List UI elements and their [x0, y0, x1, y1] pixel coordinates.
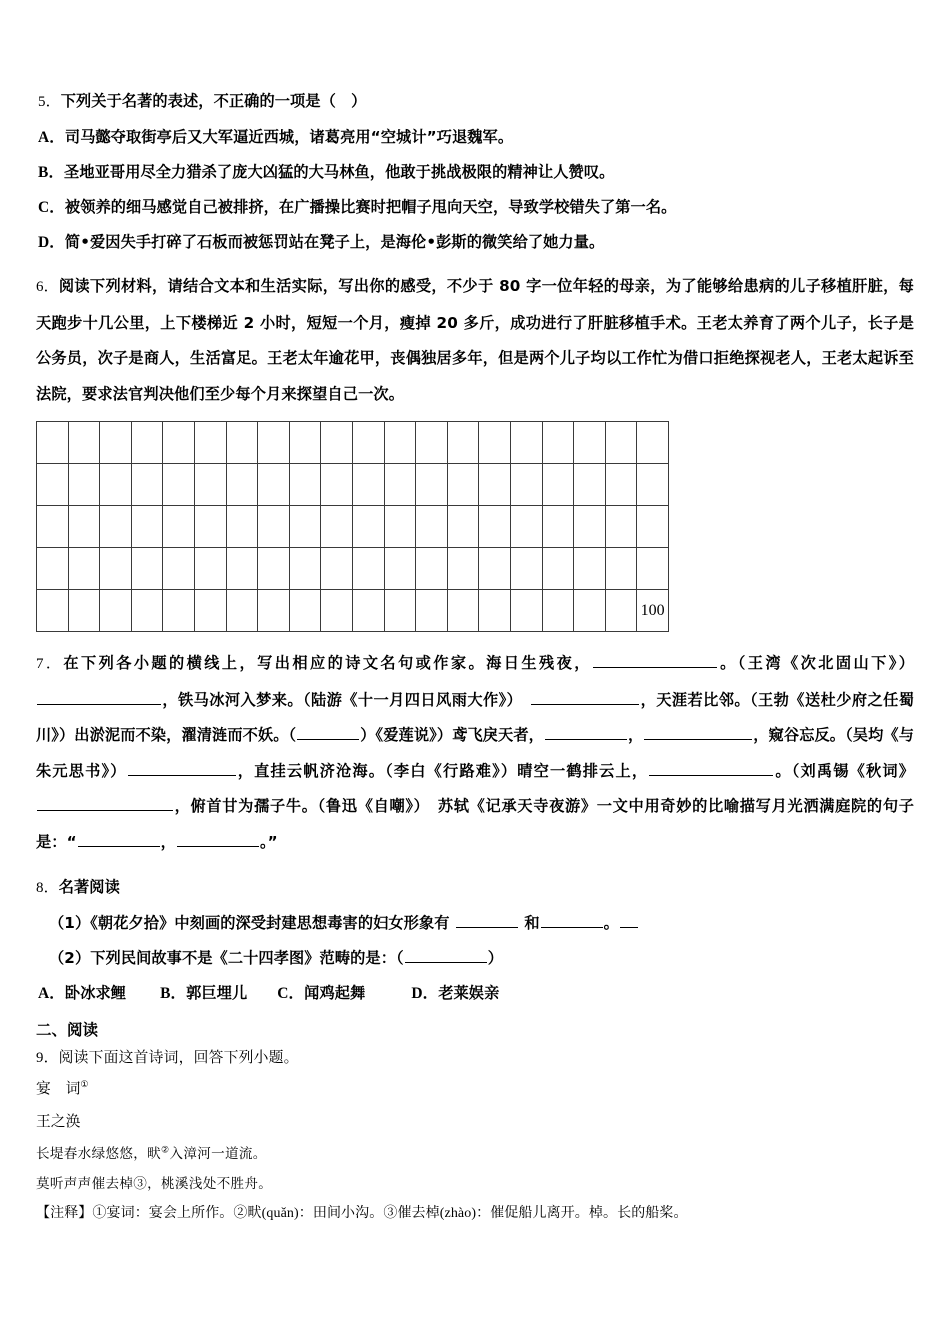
- grid-cell[interactable]: [289, 590, 321, 632]
- grid-cell[interactable]: [637, 548, 669, 590]
- grid-cell[interactable]: [163, 464, 195, 506]
- fill-blank[interactable]: [541, 914, 603, 928]
- option-letter: C．: [38, 199, 65, 216]
- grid-cell[interactable]: [447, 464, 479, 506]
- question-6: [36, 269, 914, 632]
- fill-blank[interactable]: [128, 762, 236, 776]
- option-text: 简•爱因失手打碎了石板而被惩罚站在凳子上，是海伦•彭斯的微笑给了她力量。: [64, 233, 605, 251]
- option-letter: C．: [277, 985, 305, 1002]
- fill-blank[interactable]: [37, 797, 173, 811]
- grid-cell[interactable]: [258, 464, 290, 506]
- grid-cell[interactable]: [68, 548, 100, 590]
- grid-cell[interactable]: [510, 422, 542, 464]
- grid-cell[interactable]: [100, 506, 132, 548]
- question-8-option-b[interactable]: [160, 984, 247, 1002]
- grid-cell[interactable]: [542, 548, 574, 590]
- grid-cell[interactable]: [226, 548, 258, 590]
- section-2-heading: 二、阅读: [36, 1022, 99, 1039]
- question-5-stem: [38, 84, 914, 120]
- question-8-sub-1-suffix: 。: [603, 914, 619, 932]
- grid-cell[interactable]: [542, 506, 574, 548]
- fill-blank[interactable]: [456, 914, 518, 928]
- grid-cell[interactable]: [384, 548, 416, 590]
- grid-cell[interactable]: [194, 506, 226, 548]
- question-9-number: 9．: [36, 1050, 59, 1066]
- grid-cell[interactable]: [574, 506, 606, 548]
- question-8-title-line: [36, 870, 914, 906]
- question-8-sub-2: [49, 941, 914, 976]
- grid-cell[interactable]: [68, 422, 100, 464]
- grid-cell[interactable]: [479, 506, 511, 548]
- fill-blank[interactable]: [545, 726, 627, 740]
- grid-cell[interactable]: [131, 506, 163, 548]
- question-7-text-fragment: 在下列各小题的横线上，写出相应的诗文名句或作家。海日生残夜，: [63, 654, 592, 672]
- question-6-body: 阅读下列材料，请结合文本和生活实际，写出你的感受，不少于 80 字一位年轻的母亲，为了能够给患病的儿子移植肝脏，每天跑步十几公里，上下楼梯近 2 小时，短短一个月，瘦掉 20 多斤，成功进行了肝脏移植手术。王老太养育了两个儿子，长子是公务员，次子是商人，生活富足。王老太年逾花甲，丧偶独居多年，但是两个儿子均以工作忙为借口拒绝探视老人，王老太起诉至法院，要求法官判决他们至少每个月来探望自己一次。: [36, 277, 914, 403]
- fill-blank[interactable]: [620, 914, 638, 928]
- option-text: 卧冰求鲤: [64, 984, 127, 1002]
- fill-blank[interactable]: [405, 949, 487, 963]
- question-6-number: 6．: [36, 279, 59, 295]
- option-text: 司马懿夺取街亭后又大军逼近西城，诸葛亮用“空城计”巧退魏军。: [64, 128, 514, 146]
- option-text: 闻鸡起舞: [304, 984, 366, 1002]
- grid-cell[interactable]: [574, 590, 606, 632]
- option-text: 老莱娱亲: [438, 984, 500, 1002]
- grid-cell[interactable]: [163, 548, 195, 590]
- grid-cell[interactable]: [37, 506, 69, 548]
- poem-line-1: [36, 1139, 914, 1169]
- grid-cell[interactable]: [37, 590, 69, 632]
- grid-cell[interactable]: [163, 506, 195, 548]
- grid-cell[interactable]: [289, 422, 321, 464]
- question-8-sub-1-mid: 和: [524, 914, 540, 932]
- question-9-stem: [36, 1043, 914, 1073]
- grid-cell[interactable]: [416, 590, 448, 632]
- question-8-option-a[interactable]: [38, 984, 126, 1002]
- grid-cell[interactable]: [100, 590, 132, 632]
- grid-cell[interactable]: [131, 548, 163, 590]
- footnote-1: ①宴词：宴会上所作。: [92, 1206, 234, 1221]
- grid-cell[interactable]: [226, 422, 258, 464]
- grid-word-count-label: 100: [637, 590, 669, 632]
- option-text: 圣地亚哥用尽全力猎杀了庞大凶猛的大马林鱼，他敢于挑战极限的精神让人赞叹。: [64, 163, 615, 181]
- footnote-marker-1: ①: [80, 1079, 89, 1090]
- grid-cell[interactable]: [384, 464, 416, 506]
- question-9-stem-text: 阅读下面这首诗词，回答下列小题。: [58, 1050, 299, 1066]
- grid-cell[interactable]: [163, 422, 195, 464]
- grid-cell[interactable]: [258, 506, 290, 548]
- grid-cell[interactable]: [352, 590, 384, 632]
- grid-cell[interactable]: [637, 422, 669, 464]
- grid-cell[interactable]: [289, 506, 321, 548]
- grid-row: [37, 464, 669, 506]
- grid-cell[interactable]: [352, 548, 384, 590]
- grid-cell[interactable]: [605, 422, 637, 464]
- grid-cell[interactable]: [384, 506, 416, 548]
- grid-cell[interactable]: [416, 506, 448, 548]
- question-6-text: [36, 269, 914, 412]
- option-letter: A．: [38, 985, 65, 1002]
- question-7: [36, 646, 914, 860]
- question-5-option-a[interactable]: [38, 120, 914, 155]
- grid-cell[interactable]: [289, 548, 321, 590]
- grid-cell[interactable]: [510, 464, 542, 506]
- footnote-3: ③催去棹(zhào)：催促船儿离开。棹。长的船桨。: [383, 1206, 688, 1221]
- grid-cell[interactable]: [321, 422, 353, 464]
- grid-cell[interactable]: [605, 464, 637, 506]
- grid-cell[interactable]: [321, 548, 353, 590]
- grid-cell[interactable]: [447, 506, 479, 548]
- grid-cell[interactable]: [542, 590, 574, 632]
- grid-cell[interactable]: [100, 422, 132, 464]
- poem-author: 王之涣: [36, 1114, 81, 1130]
- question-7-text-fragment: ，: [627, 726, 644, 744]
- grid-cell[interactable]: [226, 464, 258, 506]
- grid-cell[interactable]: [258, 590, 290, 632]
- footnote-marker-2: ②: [161, 1144, 170, 1155]
- grid-row: [37, 590, 669, 632]
- question-8-option-c[interactable]: [277, 984, 365, 1002]
- question-7-body: [36, 654, 914, 851]
- grid-cell[interactable]: [447, 590, 479, 632]
- grid-cell[interactable]: [479, 590, 511, 632]
- footnotes-line: [36, 1199, 914, 1229]
- grid-cell[interactable]: [384, 422, 416, 464]
- fill-blank[interactable]: [78, 833, 160, 847]
- footnotes-label: 【注释】: [36, 1206, 93, 1221]
- poem-line-2-a: 莫听声声催去棹③，桃溪浅处不胜舟。: [36, 1176, 273, 1191]
- question-8: [36, 870, 914, 1011]
- fill-blank[interactable]: [37, 691, 161, 705]
- question-5-stem-text: 下列关于名著的表述，不正确的一项是（ ）: [60, 92, 367, 110]
- question-5-option-c[interactable]: [38, 190, 914, 225]
- grid-cell[interactable]: [226, 590, 258, 632]
- grid-cell[interactable]: [352, 464, 384, 506]
- footnote-2: ②畎(quǎn)：田间小沟。: [233, 1206, 384, 1221]
- option-letter: B．: [38, 164, 65, 181]
- question-7-text-fragment: ，天涯若比邻。（王勃《送杜少府之任蜀川》）出淤泥而不染，濯清涟而不妖。（: [36, 690, 914, 744]
- grid-cell[interactable]: [416, 548, 448, 590]
- grid-cell[interactable]: [574, 422, 606, 464]
- grid-cell[interactable]: [321, 506, 353, 548]
- grid-cell[interactable]: [194, 422, 226, 464]
- option-letter: A．: [38, 129, 65, 146]
- grid-cell[interactable]: [384, 590, 416, 632]
- grid-cell[interactable]: [416, 464, 448, 506]
- fill-blank[interactable]: [177, 833, 259, 847]
- grid-cell[interactable]: [289, 464, 321, 506]
- writing-answer-grid[interactable]: [36, 421, 669, 632]
- grid-cell[interactable]: [605, 590, 637, 632]
- grid-cell[interactable]: [542, 464, 574, 506]
- question-7-text-fragment: 。”: [259, 832, 278, 851]
- question-8-sub-2-end: ）: [487, 949, 503, 967]
- question-8-options-row: [38, 976, 914, 1011]
- poem-line-1-b: 入漳河一道流。: [169, 1146, 267, 1161]
- grid-cell[interactable]: [605, 506, 637, 548]
- option-letter: D．: [411, 985, 439, 1002]
- fill-blank[interactable]: [649, 762, 773, 776]
- question-7-text-fragment: ，窥谷忘反。（吴均《与朱元思书》）: [36, 726, 914, 780]
- question-5-number: 5．: [38, 94, 61, 110]
- grid-cell[interactable]: [100, 548, 132, 590]
- question-5-option-d[interactable]: [38, 225, 914, 260]
- grid-cell[interactable]: [574, 548, 606, 590]
- grid-cell[interactable]: [37, 464, 69, 506]
- grid-cell[interactable]: [479, 464, 511, 506]
- poem-line-1-a: 长堤春水绿悠悠，畎: [36, 1146, 162, 1161]
- question-5-option-b[interactable]: [38, 155, 914, 190]
- option-text: 被领养的细马感觉自己被排挤，在广播操比赛时把帽子甩向天空，导致学校错失了第一名。: [64, 198, 677, 216]
- grid-cell[interactable]: [479, 548, 511, 590]
- fill-blank[interactable]: [593, 654, 717, 668]
- question-8-option-d[interactable]: [411, 984, 499, 1002]
- question-7-number: 7．: [36, 656, 64, 672]
- grid-cell[interactable]: [605, 548, 637, 590]
- grid-cell[interactable]: [68, 506, 100, 548]
- grid-cell[interactable]: [352, 506, 384, 548]
- grid-cell[interactable]: [574, 464, 606, 506]
- grid-cell[interactable]: [447, 548, 479, 590]
- fill-blank[interactable]: [531, 691, 639, 705]
- poem-title-text: 宴 词: [36, 1081, 81, 1097]
- option-letter: D．: [38, 234, 65, 251]
- grid-cell[interactable]: [163, 590, 195, 632]
- grid-cell[interactable]: [479, 422, 511, 464]
- grid-cell[interactable]: [131, 422, 163, 464]
- grid-cell[interactable]: [352, 422, 384, 464]
- grid-cell[interactable]: [68, 464, 100, 506]
- question-5: [36, 84, 914, 260]
- grid-cell[interactable]: [510, 506, 542, 548]
- poem-line-2: [36, 1169, 914, 1199]
- grid-cell[interactable]: [37, 548, 69, 590]
- grid-cell[interactable]: [637, 506, 669, 548]
- question-7-text-fragment: ，俯首甘为孺子牛。（鲁迅《自嘲》） 苏轼《记承天寺夜游》一文中用奇妙的比喻描写月光洒满庭院的句子是：“: [36, 797, 914, 851]
- question-8-sub-1: [49, 906, 914, 941]
- question-7-text-fragment: ，铁马冰河入梦来。（陆游《十一月四日风雨大作》）: [162, 690, 515, 709]
- grid-cell[interactable]: [194, 548, 226, 590]
- grid-cell[interactable]: [510, 590, 542, 632]
- question-8-number: 8．: [36, 880, 59, 896]
- question-7-text-fragment: ，直挂云帆济沧海。（李白《行路难》）晴空一鹤排云上，: [236, 761, 649, 780]
- grid-cell[interactable]: [226, 506, 258, 548]
- fill-blank[interactable]: [644, 726, 752, 740]
- section-2: [36, 1019, 914, 1229]
- grid-row: [37, 422, 669, 464]
- question-8-sub-2-text: （2）下列民间故事不是《二十四孝图》范畴的是：（: [49, 949, 404, 967]
- grid-row: [37, 506, 669, 548]
- grid-row: [37, 548, 669, 590]
- question-8-sub-1-prefix: （1）《朝花夕拾》中刻画的深受封建思想毒害的妇女形象有: [49, 914, 450, 932]
- grid-cell[interactable]: [542, 422, 574, 464]
- poem-title: [36, 1073, 914, 1106]
- answer-grid-wrapper: [36, 421, 914, 632]
- option-text: 郭巨埋儿: [186, 984, 248, 1002]
- grid-cell[interactable]: [194, 590, 226, 632]
- option-letter: B．: [160, 985, 187, 1002]
- grid-cell[interactable]: [447, 422, 479, 464]
- question-8-title: 名著阅读: [58, 878, 120, 896]
- question-7-text-fragment: ，: [160, 832, 176, 851]
- grid-cell[interactable]: [321, 590, 353, 632]
- question-7-text-fragment: ）《爱莲说》）鸢飞戾天者，: [360, 726, 544, 744]
- question-7-text-fragment: 。（王湾《次北固山下》）: [717, 654, 915, 672]
- grid-cell[interactable]: [37, 422, 69, 464]
- grid-cell[interactable]: [258, 548, 290, 590]
- grid-cell[interactable]: [416, 422, 448, 464]
- grid-cell[interactable]: [131, 464, 163, 506]
- grid-cell[interactable]: [131, 590, 163, 632]
- question-7-text-fragment: [515, 691, 531, 709]
- grid-cell[interactable]: [321, 464, 353, 506]
- grid-cell[interactable]: [68, 590, 100, 632]
- fill-blank[interactable]: [297, 726, 359, 740]
- grid-cell[interactable]: [258, 422, 290, 464]
- grid-cell[interactable]: [510, 548, 542, 590]
- grid-cell[interactable]: [637, 464, 669, 506]
- grid-cell[interactable]: [100, 464, 132, 506]
- question-7-text-fragment: 。（刘禹锡《秋词》: [774, 761, 914, 780]
- grid-cell[interactable]: [194, 464, 226, 506]
